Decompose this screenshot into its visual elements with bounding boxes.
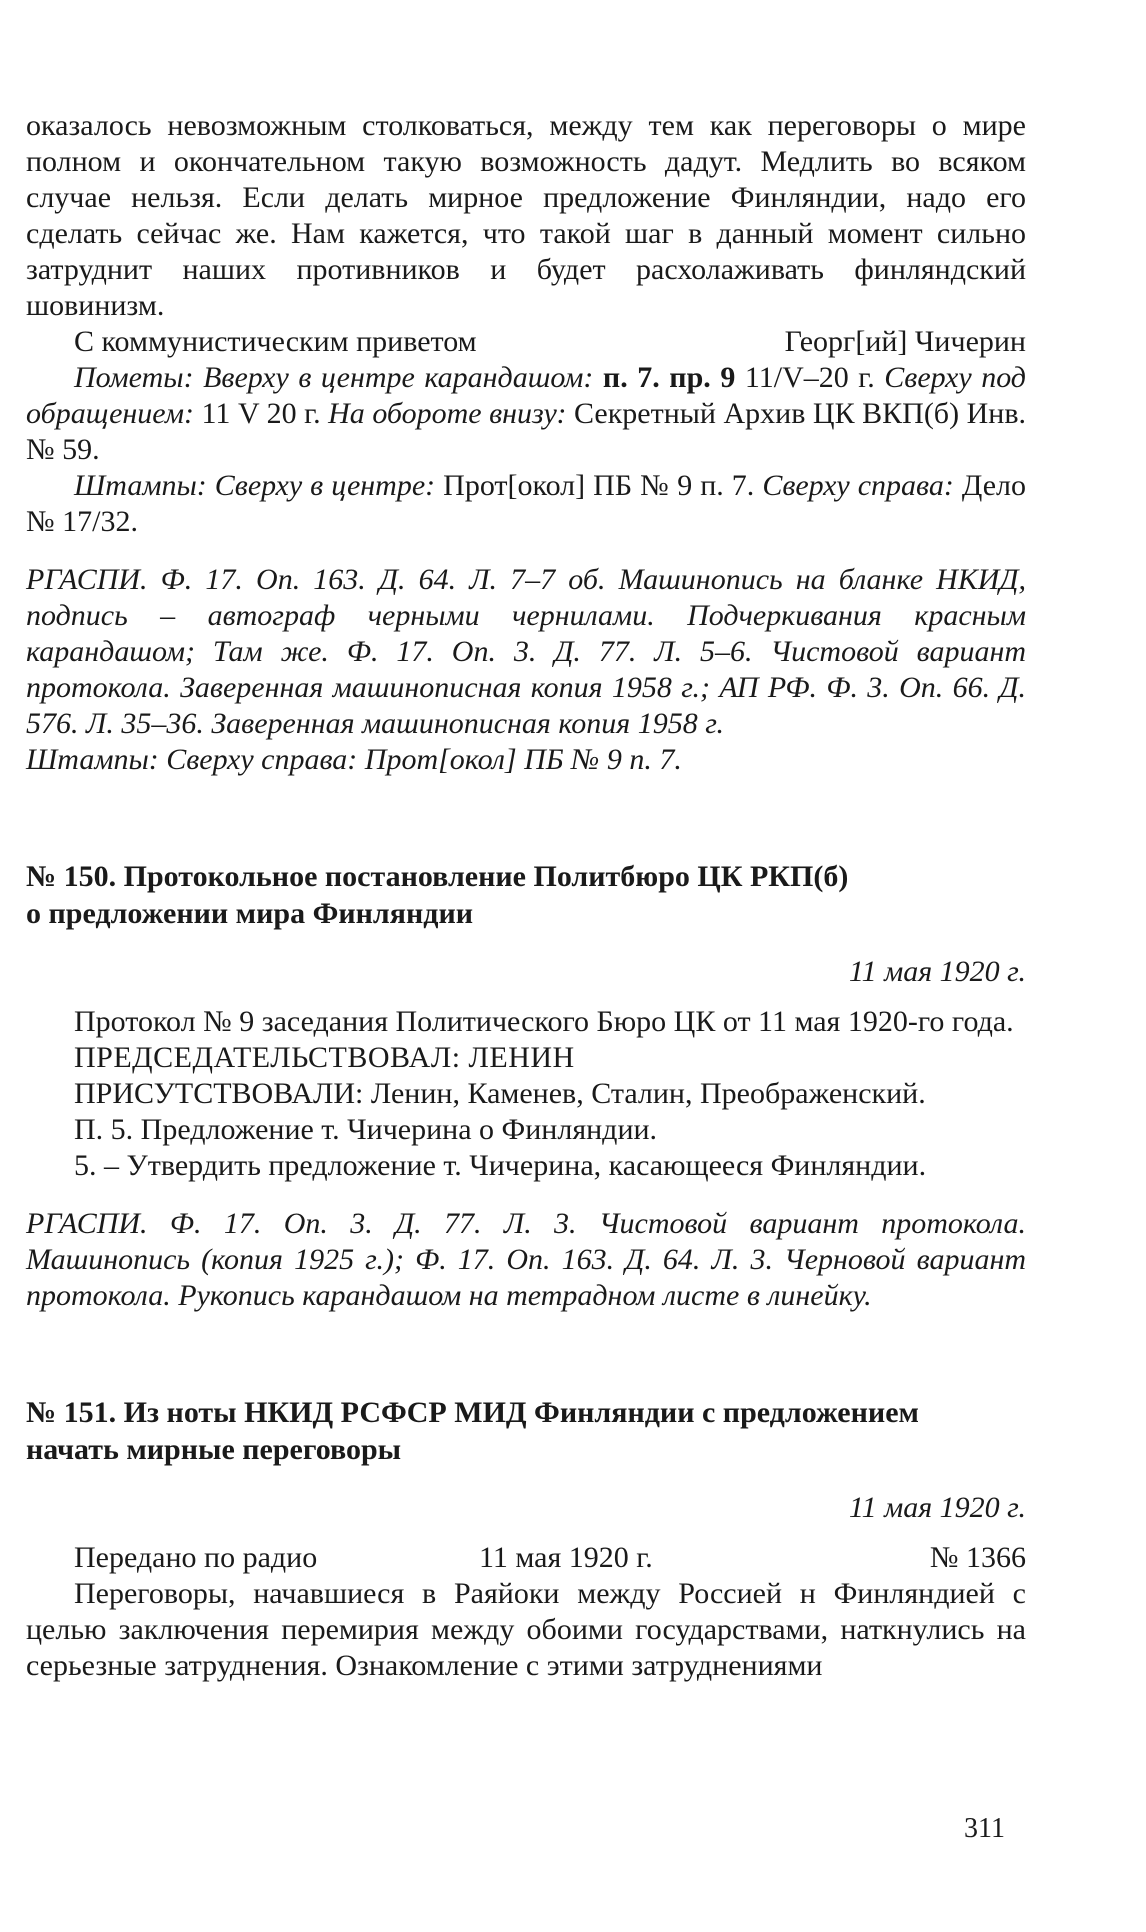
marks-text-3: Секретный Архив ЦК ВКП(б) Инв. № 59. [26,397,1026,466]
doc-150-decision: 5. – Утвердить предложение т. Чичерина, касающееся Финляндии. [74,1149,927,1182]
closing-line [26,324,1026,360]
stamps-label-1: Штампы: Сверху в центре: [74,469,436,502]
archive-source-1: РГАСПИ. Ф. 17. Оп. 163. Д. 64. Л. 7–7 об. Машинопись на бланке НКИД, подпись – автограф черными чернилами. Подчеркивания красным карандашом; Там же. Ф. 17. Оп. 3. Д. 77. Л. 5–6. Чистовой вариант протокола. Заверенная машинописная копия 1958 г.; АП РФ. Ф. 3. Оп. 66. Д. 576. Л. 35–36. Заверенная машинописная копия 1958 г. [26,563,1026,740]
marks-note [26,360,1026,468]
marks-text-1: 11/V–20 г. [735,361,885,394]
doc-150-archive-source: РГАСПИ. Ф. 17. Оп. 3. Д. 77. Л. 3. Чистовой вариант протокола. Машинопись (копия 1925 г.); Ф. 17. Оп. 163. Д. 64. Л. 3. Черновой вариант протокола. Рукопись карандашом на тетрадном листе в линейку. [26,1207,1026,1312]
doc-151-transmitted-date: 11 мая 1920 г. [479,1541,653,1574]
doc-151-transmitted: Передано по радио [74,1541,318,1574]
doc-150-present: ПРИСУТСТВОВАЛИ: Ленин, Каменев, Сталин, Преображенский. [74,1077,926,1110]
doc-150-item: П. 5. Предложение т. Чичерина о Финляндии. [74,1113,658,1146]
doc-151-heading-line-2: начать мирные переговоры [26,1433,402,1466]
stamps-text-1: Прот[окол] ПБ № 9 п. 7. [435,469,763,502]
marks-label-3: На обороте внизу: [328,397,567,430]
marks-bold-1: п. 7. пр. 9 [602,361,736,394]
doc-151-heading-line-1: № 151. Из ноты НКИД РСФСР МИД Финляндии с предложением [26,1396,919,1429]
doc-151-date: 11 мая 1920 г. [848,1491,1026,1524]
intro-paragraph: оказалось невозможным столковаться, между тем как переговоры о мире полном и окончательном такую возможность дадут. Медлить во всяком случае нельзя. Если делать мирное предложение Финляндии, надо его сделать сейчас же. Нам кажется, что такой шаг в данный момент сильно затруднит наших противников и будет расхолаживать финляндский шовинизм. [26,109,1026,322]
document-page [26,108,1026,1684]
signature-name: Георг[ий] Чичерин [784,325,1026,358]
doc-150-heading-line-1: № 150. Протокольное постановление Политбюро ЦК РКП(б) [26,860,849,893]
marks-label-1: Пометы: Вверху в центре карандашом: [74,361,594,394]
stamps-label-2: Сверху справа: [762,469,954,502]
marks-label-2: Сверху под обращением: [26,361,1026,430]
stamps-note [26,468,1026,540]
doc-150-protocol: Протокол № 9 заседания Политического Бюро ЦК от 11 мая 1920-го года. [74,1005,1014,1038]
page-number: 311 [964,1813,1005,1844]
marks-text-2: 11 V 20 г. [194,397,329,430]
archive-source-1-stamps: Штампы: Сверху справа: Прот[окол] ПБ № 9 п. 7. [26,743,682,776]
doc-151-transmission-line [26,1540,1026,1576]
closing-salutation: С коммунистическим приветом [74,325,477,358]
doc-151-text: Переговоры, начавшиеся в Раяйоки между Россией н Финляндией с целью заключения перемирия между обоими государствами, наткнулись на серьезные затруднения. Ознакомление с этими затруднениями [26,1577,1026,1682]
doc-150-heading-line-2: о предложении мира Финляндии [26,897,474,930]
doc-150-chair: ПРЕДСЕДАТЕЛЬСТВОВАЛ: ЛЕНИН [74,1041,575,1074]
doc-150-date: 11 мая 1920 г. [848,955,1026,988]
doc-151-number: № 1366 [929,1541,1026,1574]
stamps-text-2: Дело № 17/32. [26,469,1026,538]
